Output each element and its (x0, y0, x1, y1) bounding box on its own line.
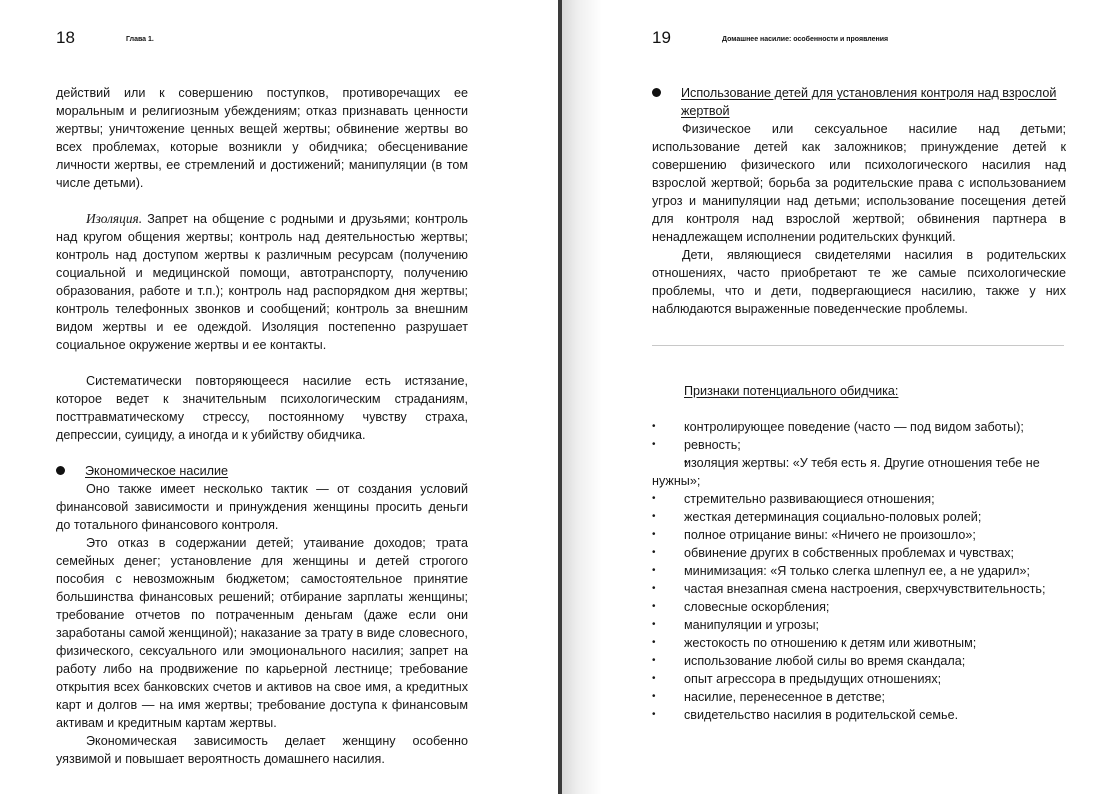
bullet-icon (56, 466, 65, 475)
list-item: • насилие, перенесенное в детстве; (652, 688, 1068, 706)
running-head: Домашнее насилие: особенности и проявления (722, 36, 889, 43)
list-item: • контролирующее поведение (часто — под видом заботы); (652, 418, 1068, 436)
signs-title: Признаки потенциального обидчика: (684, 384, 899, 398)
children-heading-text: Использование детей для установления контроля над взрослой жертвой (681, 86, 1057, 118)
list-item: • изоляция жертвы: «У тебя есть я. Другие отношения тебе не нужны»; (652, 454, 1068, 490)
list-item: • манипуляции и угрозы; (652, 616, 1068, 634)
list-item: • свидетельство насилия в родительской семье. (652, 706, 1068, 724)
list-item: • опыт агрессора в предыдущих отношениях; (652, 670, 1068, 688)
page-gutter-shadow (562, 0, 602, 794)
signs-list (652, 418, 1068, 724)
left-body (56, 84, 468, 768)
divider (652, 345, 1064, 346)
list-item: • жестокость по отношению к детям или животным; (652, 634, 1068, 652)
right-page (562, 0, 1119, 794)
economic-heading-text: Экономическое насилие (85, 464, 229, 478)
paragraph: Экономическая зависимость делает женщину особенно уязвимой и повышает вероятность домашнего насилия. (56, 734, 468, 766)
abuser-signs (652, 382, 1068, 724)
paragraph: Оно также имеет несколько тактик — от создания условий финансовой зависимости и принуждения женщины просить деньги до тотального финансового контроля. (56, 482, 468, 532)
isolation-paragraph (56, 210, 468, 354)
paragraph: действий или к совершению поступков, противоречащих ее моральным и религиозным убеждениям; отказ признавать ценности жертвы; уничтожение ценных вещей жертвы; обвинение жертвы во всех проблемах, которые возникли у обидчика; обесценивание личности жертвы, ее стремлений и достижений; манипуляции (в том числе детьми). (56, 86, 468, 190)
list-item: • словесные оскорбления; (652, 598, 1068, 616)
paragraph: Это отказ в содержании детей; утаивание доходов; трата семейных денег; установление для женщины и детей строгого пособия с невозможным бюджетом; самостоятельное принятие большинства финансовых решений; отбирание зарплаты женщины; требование отчетов по потраченным деньгам (даже если они заработаны самой женщиной); наказание за трату в виде словесного, физического, сексуального или эмоционального насилия; запрет на работу либо на продвижение по карьерной лестнице; требование открытия всех банковских счетов и активов на свое имя, а кредитных карт и долгов — на имя жертвы; требование доступа к финансовым активам и кредитным картам жертвы. (56, 536, 468, 730)
children-heading (652, 84, 1066, 120)
economic-heading (56, 462, 468, 480)
paragraph: Дети, являющиеся свидетелями насилия в родительских отношениях, часто приобретают те же самые психологические проблемы, что и дети, подвергающиеся насилию, также у них наблюдаются выраженные поведенческие проблемы. (652, 248, 1066, 316)
paragraph: Физическое или сексуальное насилие над детьми; использование детей как заложников; принуждение детей к совершению физического или психологического насилия над взрослой жертвой; борьба за родительские права с использованием угроз и манипуляции над детьми; использование посещения детей для контроля над взрослой жертвой; обвинения партнера в ненадлежащем исполнении родительских функций. (652, 122, 1066, 244)
isolation-text: Запрет на общение с родными и друзьями; контроль над кругом общения жертвы; контроль над деятельностью жертвы; контроль над доступом жертвы к различным ресурсам (получению социальной и медицинской помощи, автотранспорту, получению образования, работе и т.п.); контроль над распорядком дня жертвы; контроль телефонных звонков и сообщений; контроль за внешним видом жертвы и ее одеждой. Изоляция постепенно разрушает социальное окружение жертвы и ее контакты. (56, 212, 468, 352)
isolation-term: Изоляция. (86, 211, 143, 226)
list-item: • полное отрицание вины: «Ничего не произошло»; (652, 526, 1068, 544)
paragraph: Систематически повторяющееся насилие есть истязание, которое ведет к значительным психологическим страданиям, посттравматическому стрессу, постоянному чувству страха, депрессии, суициду, а иногда и к убийству обидчика. (56, 374, 468, 442)
list-item: • частая внезапная смена настроения, сверхчувствительность; (652, 580, 1068, 598)
list-item: • использование любой силы во время скандала; (652, 652, 1068, 670)
right-body (652, 84, 1066, 318)
list-item: • стремительно развивающиеся отношения; (652, 490, 1068, 508)
list-item: • ревность; (652, 436, 1068, 454)
page-number: 19 (652, 28, 671, 47)
list-item: • обвинение других в собственных проблемах и чувствах; (652, 544, 1068, 562)
page-number: 18 (56, 28, 75, 47)
left-page (0, 0, 558, 794)
running-head: Глава 1. (126, 36, 154, 43)
list-item: • жесткая детерминация социально-половых ролей; (652, 508, 1068, 526)
bullet-icon (652, 88, 661, 97)
list-item: • минимизация: «Я только слегка шлепнул ее, а не ударил»; (652, 562, 1068, 580)
